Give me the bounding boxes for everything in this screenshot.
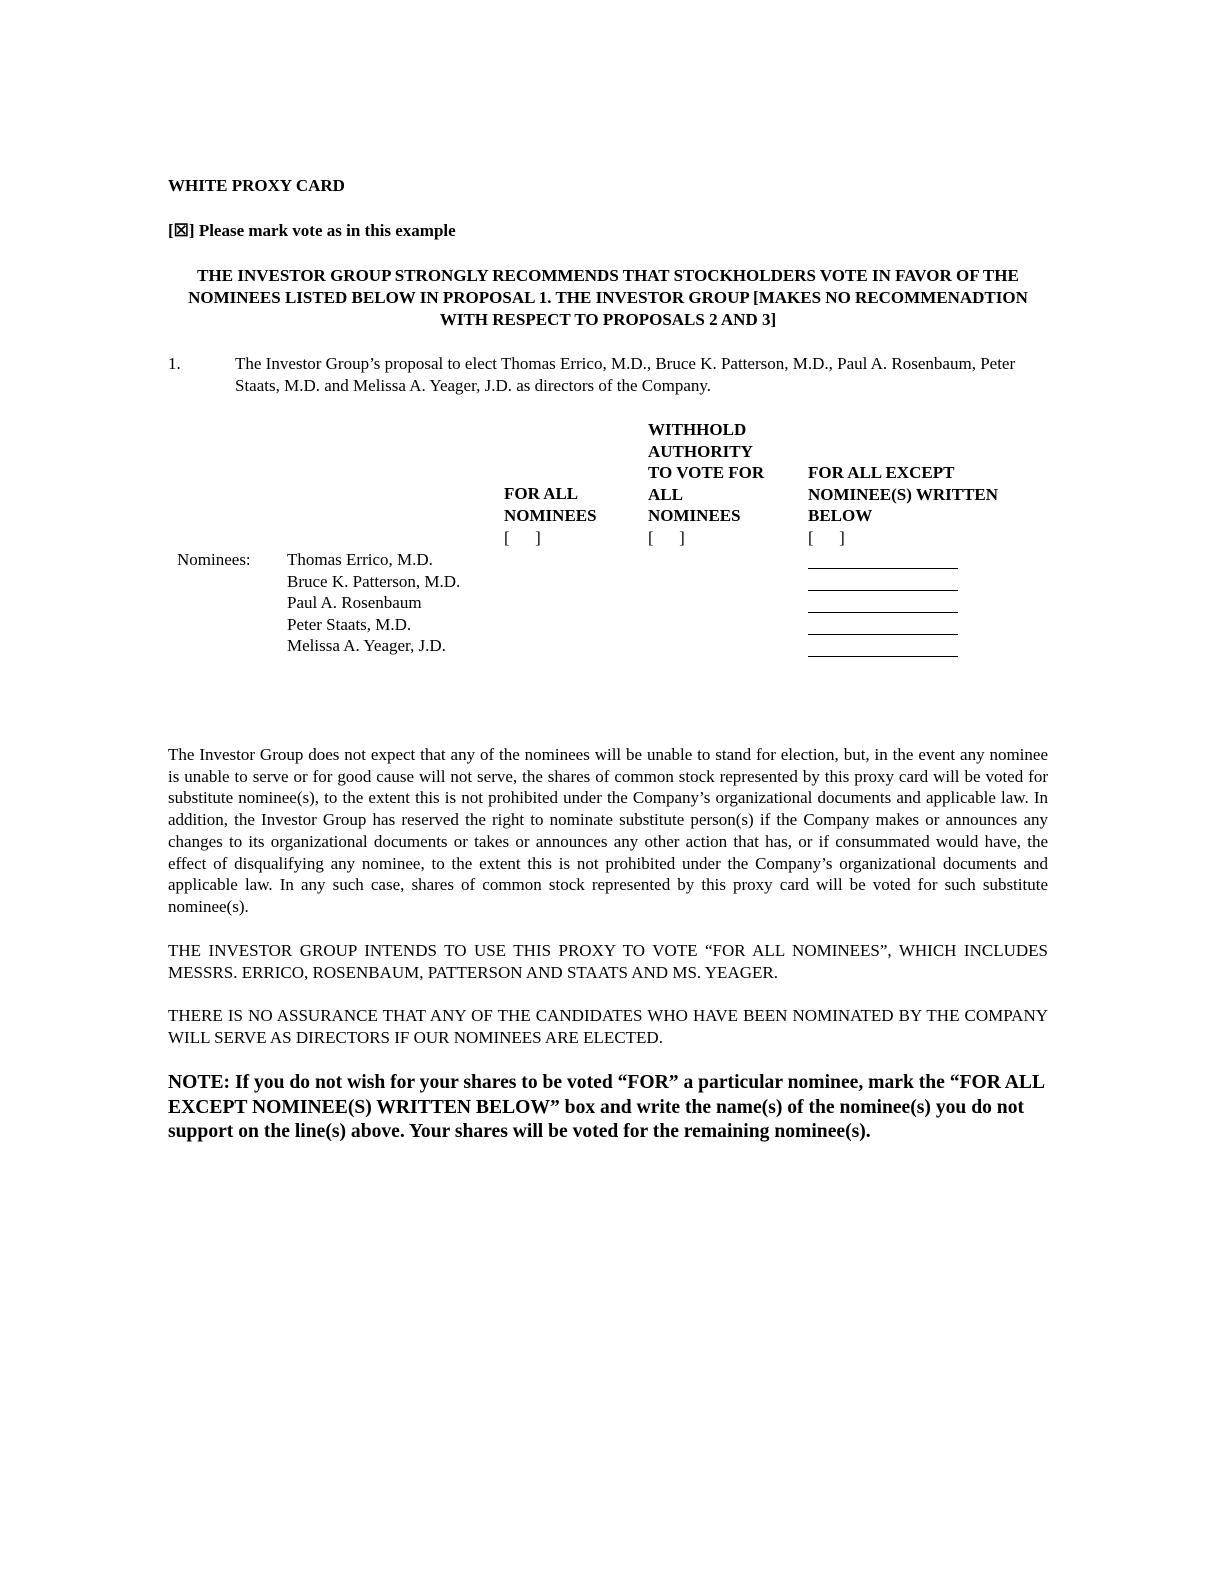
- write-in-line[interactable]: [808, 568, 958, 569]
- write-in-line[interactable]: [808, 634, 958, 635]
- checkbox-for-all-except[interactable]: [ ]: [808, 528, 845, 547]
- instruction-note: NOTE: If you do not wish for your shares to be voted “FOR” a particular nominee, mark the “FOR ALL EXCEPT NOMINEE(S) WRITTEN BELOW” box and write the name(s) of the nominee(s) you do not support on the line(s) above. Your shares will be voted for the remaining nominee(s).: [168, 1072, 1044, 1142]
- assurance-paragraph: THERE IS NO ASSURANCE THAT ANY OF THE CANDIDATES WHO HAVE BEEN NOMINATED BY THE COMPANY WILL SERVE AS DIRECTORS IF OUR NOMINEES ARE ELECTED.: [168, 1006, 1048, 1047]
- proposal-number: 1.: [168, 354, 181, 373]
- substitute-nominee-paragraph: The Investor Group does not expect that any of the nominees will be unable to stand for election, but, in the event any nominee is unable to serve or for good cause will not serve, the shares of common stock represented by this proxy card will be voted for substitute nominee(s), to the extent this is not prohibited under the Company’s organizational documents and applicable law. In addition, the Investor Group has reserved the right to nominate substitute person(s) if the Company makes or announces any changes to its organizational documents or takes or announces any other action that has, or if consummated would have, the effect of disqualifying any nominee, to the extent this is not prohibited under the Company’s organizational documents and applicable law. In any such case, shares of common stock represented by this proxy card will be voted for such substitute nominee(s).: [168, 745, 1048, 916]
- list-item: Peter Staats, M.D.: [287, 614, 412, 634]
- intent-paragraph: THE INVESTOR GROUP INTENDS TO USE THIS PROXY TO VOTE “FOR ALL NOMINEES”, WHICH INCLUDES MESSRS. ERRICO, ROSENBAUM, PATTERSON AND STAATS AND MS. YEAGER.: [168, 941, 1048, 982]
- column-header-for-all-except: FOR ALL EXCEPT NOMINEE(S) WRITTEN BELOW: [808, 463, 999, 525]
- recommendation-heading: THE INVESTOR GROUP STRONGLY RECOMMENDS THAT STOCKHOLDERS VOTE IN FAVOR OF THE NOMINEES LISTED BELOW IN PROPOSAL 1. THE INVESTOR GROUP [MAKES NO RECOMMENADTION WITH RESPECT TO PROPOSALS 2 AND 3]: [188, 266, 1028, 329]
- checkbox-withhold[interactable]: [ ]: [648, 528, 685, 547]
- write-in-line[interactable]: [808, 590, 958, 591]
- example-checkbox: [☒]: [168, 221, 195, 240]
- list-item: Paul A. Rosenbaum: [287, 593, 422, 613]
- card-title: WHITE PROXY CARD: [168, 176, 345, 195]
- proposal-text: The Investor Group’s proposal to elect Thomas Errico, M.D., Bruce K. Patterson, M.D., Paul A. Rosenbaum, Peter Staats, M.D. and Melissa A. Yeager, J.D. as directors of the Company.: [235, 354, 1016, 395]
- nominee-list: [287, 549, 460, 657]
- write-in-line[interactable]: [808, 612, 958, 613]
- list-item: Melissa A. Yeager, J.D.: [287, 636, 446, 656]
- column-header-withhold: WITHHOLD AUTHORITY TO VOTE FOR ALL NOMINEES: [648, 420, 765, 525]
- list-item: Thomas Errico, M.D.: [287, 550, 433, 569]
- checkbox-for-all[interactable]: [ ]: [504, 528, 541, 547]
- example-text: Please mark vote as in this example: [198, 221, 456, 240]
- vote-example: [168, 220, 456, 242]
- list-item: Bruce K. Patterson, M.D.: [287, 571, 461, 591]
- column-header-for-all: FOR ALL NOMINEES: [504, 484, 597, 525]
- write-in-line[interactable]: [808, 656, 958, 657]
- nominees-label: Nominees:: [177, 550, 251, 569]
